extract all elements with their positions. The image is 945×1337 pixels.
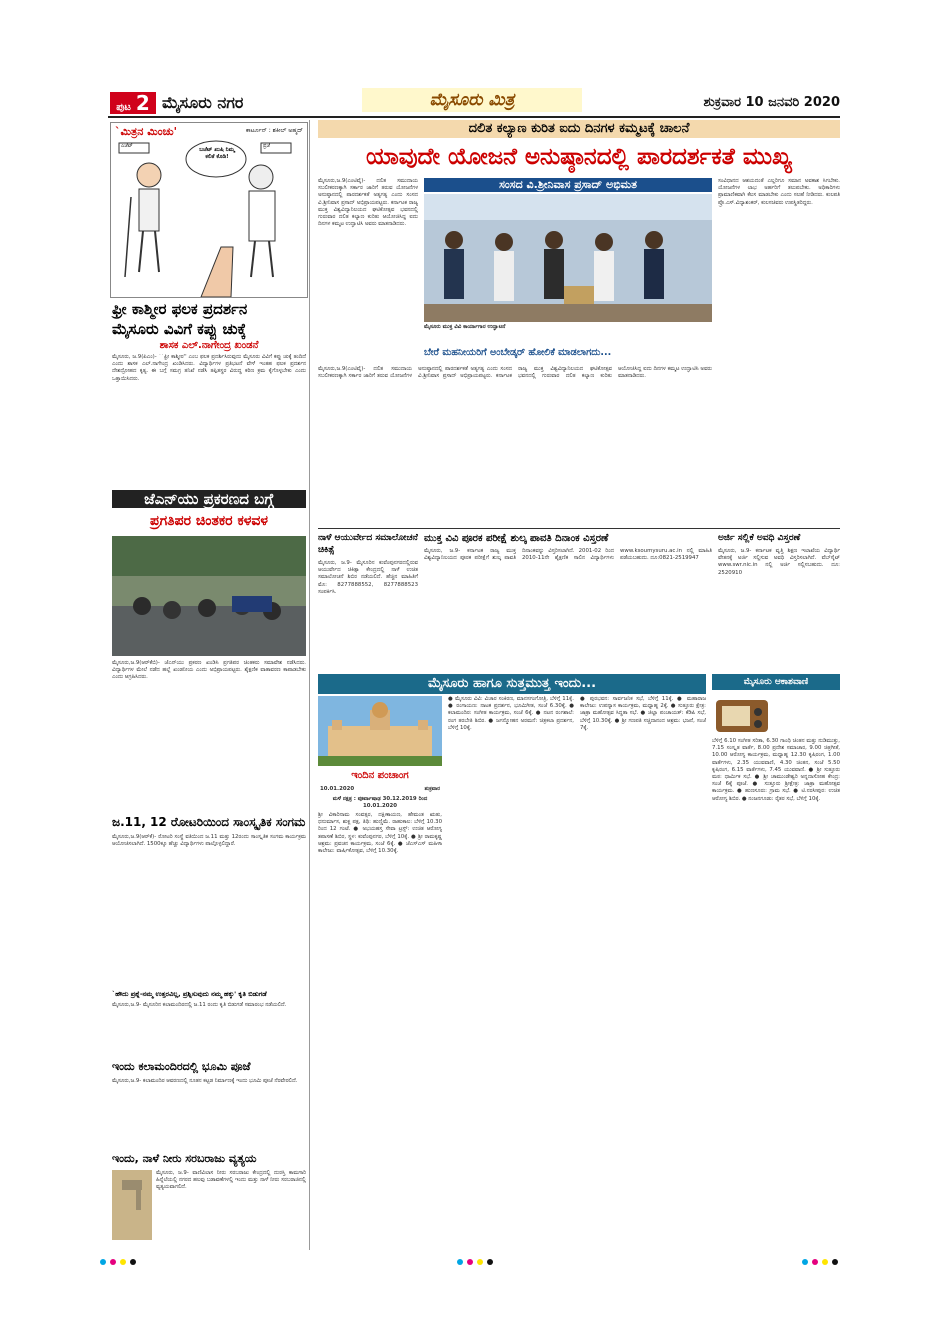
header-rule (108, 116, 840, 118)
cartoon-title: `ಮಿತ್ರನ ಮಿಂಚು' (115, 125, 178, 138)
page-number-box (110, 92, 156, 114)
jnu-headline-2: ಪ್ರಗತಿಪರ ಚಿಂತಕರ ಕಳವಳ (150, 513, 268, 529)
lead-pull-quote: ಬೇರೆ ಮಹನೀಯರಿಗೆ ಅಂಬೇಡ್ಕರ್ ಹೋಲಿಕೆ ಮಾಡಲಾಗದು... (424, 347, 612, 358)
cartoon-drawing (111, 137, 307, 297)
events-col-3: ● ಪುರಭವನ: ಸಾರ್ವಜನಿಕ ಸಭೆ, ಬೆಳಿಗ್ಗೆ 11ಕ್ಕೆ. ● ಮಹಾರಾಜ ಕಾಲೇಜು: ಉಪನ್ಯಾಸ ಕಾರ್ಯಕ್ರಮ, ಮಧ್ಯಾಹ್ನ 2ಕ್ಕೆ. ● ಸುತ್ತೂರು ಕ್ಷೇತ್ರ: ಜಾತ್ರಾ ಮಹೋತ್ಸವ ಸಿದ್ಧತಾ ಸಭೆ. ● ಜಿಲ್ಲಾ ಪಂಚಾಯತ್: ಕೆಡಿಪಿ ಸಭೆ, ಬೆಳಿಗ್ಗೆ 10.30ಕ್ಕೆ. ● ಶ್ರೀ ಗಣಪತಿ ಸಚ್ಚಿದಾನಂದ ಆಶ್ರಮ: ಭಜನೆ, ಸಂಜೆ 7ಕ್ಕೆ. (580, 696, 706, 731)
water-headline: ಇಂದು, ನಾಳೆ ನೀರು ಸರಬರಾಜು ವ್ಯತ್ಯಯ (112, 1152, 257, 1165)
lead-body-2: ಸಂವಿಧಾನದ ಆಶಯದಂತೆ ಎಲ್ಲರಿಗೂ ಸಮಾನ ಅವಕಾಶ ಸಿಗಬೇಕು. ಯೋಜನೆಗಳ ಲಾಭ ಅರ್ಹರಿಗೆ ತಲುಪಬೇಕು. ಅಧಿಕಾರಿಗಳು ಪ್ರಾಮಾಣಿಕವಾಗಿ ಕೆಲಸ ಮಾಡಬೇಕು ಎಂದು ಸಲಹೆ ನೀಡಿದರು. ಕುಲಪತಿ ಪ್ರೊ.ಎಸ್.ವಿದ್ಯಾಶಂಕರ್, ಕುಲಸಚಿವರು ಉಪಸ್ಥಿತರಿದ್ದರು. (718, 178, 840, 206)
book-body: ಮೈಸೂರು,ಜ.9- ಮೈಸೂರಿನ ಕಲಾಮಂದಿರದಲ್ಲಿ ಜ.11 ರಂದು ಕೃತಿ ಬಿಡುಗಡೆ ಸಮಾರಂಭ ನಡೆಯಲಿದೆ. (112, 1002, 287, 1008)
panchanga-title: ಇಂದಿನ ಪಂಚಾಂಗ (351, 770, 409, 781)
kashmir-body: ಮೈಸೂರು, ಜ.9(ಪಿಎಂ)- ``ಫ್ರೀ ಕಾಶ್ಮೀರ'' ಎಂಬ ಫಲಕ ಪ್ರದರ್ಶಿಸಿರುವುದು ಮೈಸೂರು ವಿವಿಗೆ ಕಪ್ಪು ಚುಕ್ಕೆ ತಂದಿದೆ ಎಂದು ಶಾಸಕ ಎಲ್.ನಾಗೇಂದ್ರ ಖಂಡಿಸಿದರು. ವಿದ್ಯಾರ್ಥಿಗಳ ಪ್ರತಿಭಟನೆ ವೇಳೆ ಇಂತಹ ಫಲಕ ಪ್ರದರ್ಶನ ದೇಶದ್ರೋಹದ ಕೃತ್ಯ. ಈ ಬಗ್ಗೆ ಸಮಗ್ರ ತನಿಖೆ ನಡೆಸಿ ತಪ್ಪಿತಸ್ಥರ ವಿರುದ್ಧ ಕಠಿಣ ಕ್ರಮ ಕೈಗೊಳ್ಳಬೇಕು ಎಂದು ಒತ್ತಾಯಿಸಿದರು. (112, 354, 306, 382)
radio-body: ಬೆಳಿಗ್ಗೆ 6.10 ಸಂಗೀತ ಸರಿತಾ, 6.30 ಗಾಂಧಿ ಚಿಂತನ ಮತ್ತು ನುಡಿಮುತ್ತು, 7.15 ಸಂಸ್ಕೃತ ವಾರ್ತೆ, 8.00 ಪ್ರದೇಶ ಸಮಾಚಾರ, 9.00 ಚಿತ್ರಗೀತೆ, 10.00 ಆರೋಗ್ಯ ಕಾರ್ಯಕ್ರಮ, ಮಧ್ಯಾಹ್ನ 12.30 ಕೃಷಿರಂಗ, 1.00 ವಾರ್ತೆಗಳು, 2.35 ಯುವವಾಣಿ, 4.30 ಚಿಂತನ, ಸಂಜೆ 5.50 ಕೃಷಿರಂಗ, 6.15 ವಾರ್ತೆಗಳು, 7.45 ಯುವವಾಣಿ. ● ಶ್ರೀ ಸುತ್ತೂರು ಮಠ: ಧಾರ್ಮಿಕ ಸಭೆ. ● ಶ್ರೀ ಚಾಮುಂಡೇಶ್ವರಿ ಅನ್ನದಾಸೋಹ ಕೇಂದ್ರ: ಸಂಜೆ 6ಕ್ಕೆ ಪೂಜೆ. ● ಸುತ್ತೂರು ಶ್ರೀಕ್ಷೇತ್ರ: ಜಾತ್ರಾ ಮಹೋತ್ಸವ ಕಾರ್ಯಕ್ರಮ. ● ಹುಣಸೂರು: ಗ್ರಾಮ ಸಭೆ. ● ಟಿ.ನರಸೀಪುರ: ಉಚಿತ ಆರೋಗ್ಯ ಶಿಬಿರ. ● ನಂಜನಗೂಡು: ರೈತರ ಸಭೆ, ಬೆಳಿಗ್ಗೆ 10ಕ್ಕೆ. (712, 738, 840, 802)
bhoomi-body: ಮೈಸೂರು,ಜ.9- ಕಲಾಮಂದಿರ ಆವರಣದಲ್ಲಿ ನೂತನ ಕಟ್ಟಡ ನಿರ್ಮಾಣಕ್ಕೆ ಇಂದು ಭೂಮಿ ಪೂಜೆ ನೆರವೇರಲಿದೆ. (112, 1078, 298, 1084)
page-label: ಪುಟ (116, 102, 131, 113)
column-divider (309, 120, 310, 1250)
ksou-headline: ಮುಕ್ತ ವಿವಿ ಪೂರಕ ಪರೀಕ್ಷೆ ಶುಲ್ಕ ಪಾವತಿ ದಿನಾಂಕ ವಿಸ್ತರಣೆ (424, 533, 609, 544)
cartoon-box (110, 122, 308, 298)
page-number: 2 (135, 91, 150, 115)
lead-tag: ಸಂಸದ ವಿ.ಶ್ರೀನಿವಾಸ ಪ್ರಸಾದ್ ಅಭಿಮತ (424, 178, 712, 192)
masthead: ಮೈಸೂರು ಮಿತ್ರ (362, 88, 582, 112)
culture-body: ಮೈಸೂರು,ಜ.9(ಆರ್‌ಕೆ)- ರೋಟರಿ ಸಂಸ್ಥೆ ವತಿಯಿಂದ ಜ.11 ಮತ್ತು 12ರಂದು ಸಾಂಸ್ಕೃತಿಕ ಸಂಗಮ ಕಾರ್ಯಕ್ರಮ ಆಯೋಜಿಸಲಾಗಿದೆ. 1500ಕ್ಕೂ ಹೆಚ್ಚು ವಿದ್ಯಾರ್ಥಿಗಳು ಪಾಲ್ಗೊಳ್ಳಲಿದ್ದಾರೆ. (112, 834, 306, 848)
cartoon-artist: ಕಾರ್ಟೂನ್ : ಶಕೀಲ್ ಅಹ್ಮದ್ (245, 127, 303, 134)
jnu-photo (112, 536, 306, 656)
radio-icon (714, 694, 770, 734)
radio-title: ಮೈಸೂರು ಆಕಾಶವಾಣಿ (712, 674, 840, 690)
lead-photo (424, 194, 712, 322)
tap-photo (112, 1170, 152, 1240)
ayurveda-body: ಮೈಸೂರು, ಜ.9- ಮೈಸೂರಿನ ಕುವೆಂಪುನಗರದಲ್ಲಿರುವ ಆಯುರ್ವೇದ ಚಿಕಿತ್ಸಾ ಕೇಂದ್ರದಲ್ಲಿ ನಾಳೆ ಉಚಿತ ಸಮಾಲೋಚನೆ ಶಿಬಿರ ನಡೆಯಲಿದೆ. ಹೆಚ್ಚಿನ ಮಾಹಿತಿಗೆ ಮೊ: 8277888552, 8277888523 ಸಂಪರ್ಕಿಸಿ. (318, 560, 418, 595)
ayurveda-headline: ನಾಳೆ ಆಯುರ್ವೇದ ಸಮಾಲೋಚನೆ ಚಿಕಿತ್ಸೆ (318, 533, 418, 555)
ksou-body: ಮೈಸೂರು, ಜ.9- ಕರ್ನಾಟಕ ರಾಜ್ಯ ಮುಕ್ತ ವಿಶ್ವವಿದ್ಯಾನಿಲಯದ ಪೂರಕ ಪರೀಕ್ಷೆಗೆ ಶುಲ್ಕ ಪಾವತಿ ದಿನಾಂಕವನ್ನು ವಿಸ್ತರಿಸಲಾಗಿದೆ. 2001-02 ರಿಂದ 2010-11ನೇ ಶೈಕ್ಷಣಿಕ ಸಾಲಿನ ವಿದ್ಯಾರ್ಥಿಗಳು www.ksoumysuru.ac.in ನಲ್ಲಿ ಮಾಹಿತಿ ಪಡೆಯಬಹುದು. ದೂ:0821-2519947 (424, 548, 712, 562)
palace-photo (318, 696, 442, 766)
events-title: ಮೈಸೂರು ಹಾಗೂ ಸುತ್ತಮುತ್ತ ಇಂದು... (318, 674, 706, 694)
registration-marks-left (98, 1250, 138, 1269)
cartoon-sign-right: ಪ್ರಜೆ (263, 143, 270, 149)
cartoon-sign-left: ಎಜೆಟ್ (121, 143, 133, 149)
lead-caption: ಮೈಸೂರು ಮುಕ್ತ ವಿವಿ ಕಾರ್ಯಾಗಾರ ಉದ್ಘಾಟನೆ (424, 324, 506, 330)
cartoon-bubble-text: ಬಜೆಟ್ ಖುಷಿ ನಿಮ್ಮ ಕಲಿತೆ ಕೊಡಿ! (199, 147, 235, 160)
registration-marks-center (455, 1250, 495, 1269)
jnu-headline-1: ಜೆಎನ್‌ಯು ಪ್ರಕರಣದ ಬಗ್ಗೆ (112, 490, 306, 508)
registration-marks-right (800, 1250, 840, 1269)
jnu-body: ಮೈಸೂರು,ಜ.9(ಆರ್‌ಕೆಬಿ)- ಜೆಎನ್‌ಯು ಪ್ರಕರಣ ಖಂಡಿಸಿ ಪ್ರಗತಿಪರ ಚಿಂತಕರು ಸಮಾವೇಶ ನಡೆಸಿದರು. ವಿದ್ಯಾರ್ಥಿಗಳ ಮೇಲೆ ನಡೆದ ಹಲ್ಲೆ ಖಂಡನೀಯ ಎಂದು ಅಭಿಪ್ರಾಯಪಟ್ಟರು. ಶೈಕ್ಷಣಿಕ ವಾತಾವರಣ ಕಾಪಾಡಬೇಕು ಎಂದು ಆಗ್ರಹಿಸಿದರು. (112, 660, 306, 681)
lead-body-1: ಮೈಸೂರು,ಜ.9(ಎಂಟಿವೈ)- ದಲಿತ ಸಮುದಾಯ ಸಬಲೀಕರಣಕ್ಕಾಗಿ ಸರ್ಕಾರ ಜಾರಿಗೆ ತರುವ ಯೋಜನೆಗಳ ಅನುಷ್ಠಾನದಲ್ಲಿ ಪಾರದರ್ಶಕತೆ ಅತ್ಯಗತ್ಯ ಎಂದು ಸಂಸದ ವಿ.ಶ್ರೀನಿವಾಸ ಪ್ರಸಾದ್ ಅಭಿಪ್ರಾಯಪಟ್ಟರು. ಕರ್ನಾಟಕ ರಾಜ್ಯ ಮುಕ್ತ ವಿಶ್ವವಿದ್ಯಾನಿಲಯದ ಘಟಿಕೋತ್ಸವ ಭವನದಲ್ಲಿ ಗುರುವಾರ ದಲಿತ ಕಲ್ಯಾಣ ಕುರಿತು ಆಯೋಜಿಸಿದ್ದ ಐದು ದಿನಗಳ ಕಮ್ಮಟ ಉದ್ಘಾಟಿಸಿ ಅವರು ಮಾತನಾಡಿದರು. (318, 178, 418, 228)
kashmir-byline: ಶಾಸಕ ಎಲ್.ನಾಗೇಂದ್ರ ಖಂಡನೆ (159, 340, 259, 351)
water-body: ಮೈಸೂರು, ಜ.9- ವಾಣಿವಿಲಾಸ ನೀರು ಸರಬರಾಜು ಕೇಂದ್ರದಲ್ಲಿ ದುರಸ್ತಿ ಕಾಮಗಾರಿ ಹಿನ್ನೆಲೆಯಲ್ಲಿ ನಗರದ ಹಲವು ಬಡಾವಣೆಗಳಲ್ಲಿ ಇಂದು ಮತ್ತು ನಾಳೆ ನೀರು ಸರಬರಾಜಿನಲ್ಲಿ ವ್ಯತ್ಯಯವಾಗಲಿದೆ. (156, 1170, 306, 1191)
kashmir-headline-1: ಫ್ರೀ ಕಾಶ್ಮೀರ ಫಲಕ ಪ್ರದರ್ಶನ (112, 300, 248, 318)
lead-headline: ಯಾವುದೇ ಯೋಜನೆ ಅನುಷ್ಠಾನದಲ್ಲಿ ಪಾರದರ್ಶಕತೆ ಮುಖ್ಯ (366, 144, 792, 170)
lead-body-3: ಮೈಸೂರು,ಜ.9(ಎಂಟಿವೈ)- ದಲಿತ ಸಮುದಾಯ ಸಬಲೀಕರಣಕ್ಕಾಗಿ ಸರ್ಕಾರ ಜಾರಿಗೆ ತರುವ ಯೋಜನೆಗಳ ಅನುಷ್ಠಾನದಲ್ಲಿ ಪಾರದರ್ಶಕತೆ ಅತ್ಯಗತ್ಯ ಎಂದು ಸಂಸದ ವಿ.ಶ್ರೀನಿವಾಸ ಪ್ರಸಾದ್ ಅಭಿಪ್ರಾಯಪಟ್ಟರು. ಕರ್ನಾಟಕ ರಾಜ್ಯ ಮುಕ್ತ ವಿಶ್ವವಿದ್ಯಾನಿಲಯದ ಘಟಿಕೋತ್ಸವ ಭವನದಲ್ಲಿ ಗುರುವಾರ ದಲಿತ ಕಲ್ಯಾಣ ಕುರಿತು ಆಯೋಜಿಸಿದ್ದ ಐದು ದಿನಗಳ ಕಮ್ಮಟ ಉದ್ಘಾಟಿಸಿ ಅವರು ಮಾತನಾಡಿದರು. (318, 366, 712, 380)
lead-bottom-rule (318, 528, 840, 529)
apply-body: ಮೈಸೂರು, ಜ.9- ಕರ್ನಾಟಕ ವೃತ್ತಿ ಶಿಕ್ಷಣ ಇಲಾಖೆಯ ವಿದ್ಯಾರ್ಥಿ ವೇತನಕ್ಕೆ ಅರ್ಜಿ ಸಲ್ಲಿಸುವ ಅವಧಿ ವಿಸ್ತರಿಸಲಾಗಿದೆ. ವೆಬ್‌ಸೈಟ್ www.swr.nic.in ನಲ್ಲಿ ಅರ್ಜಿ ಸಲ್ಲಿಸಬಹುದು. ದೂ: 2520910 (718, 548, 840, 576)
events-col-2: ● ಮೈಸೂರು ವಿವಿ: ವಿಚಾರ ಸಂಕಿರಣ, ಮಾನಸಗಂಗೋತ್ರಿ, ಬೆಳಿಗ್ಗೆ 11ಕ್ಕೆ. ● ರಂಗಾಯಣ: ನಾಟಕ ಪ್ರದರ್ಶನ, ಭೂಮಿಗೀತ, ಸಂಜೆ 6.30ಕ್ಕೆ. ● ಕಲಾಮಂದಿರ: ಸಂಗೀತ ಕಾರ್ಯಕ್ರಮ, ಸಂಜೆ 6ಕ್ಕೆ. ● ನಟನ ರಂಗಶಾಲೆ: ರಂಗ ತರಬೇತಿ ಶಿಬಿರ. ● ಜಗನ್ಮೋಹನ ಅರಮನೆ: ಚಿತ್ರಕಲಾ ಪ್ರದರ್ಶನ, ಬೆಳಿಗ್ಗೆ 10ಕ್ಕೆ. (448, 696, 574, 731)
panchanga-text: ಮಳೆ ನಕ್ಷತ್ರ : ಪೂರ್ವಾಷಾಢ 30.12.2019 ರಿಂದ 10.01.2020 (332, 796, 428, 810)
events-col-1: ಶ್ರೀ ವಿಕಾರಿನಾಮ ಸಂವತ್ಸರ, ದಕ್ಷಿಣಾಯಣ, ಹೇಮಂತ ಋತು, ಧನುರ್ಮಾಸ, ಶುಕ್ಲ ಪಕ್ಷ, ತಿಥಿ: ಹುಣ್ಣಿಮೆ. ರಾಹುಕಾಲ: ಬೆಳಿಗ್ಗೆ 10.30 ರಿಂದ 12 ಗಂಟೆ. ● ಅಭಯಹಸ್ತ ಸೇವಾ ಟ್ರಸ್ಟ್: ಉಚಿತ ಆರೋಗ್ಯ ತಪಾಸಣೆ ಶಿಬಿರ, ಸ್ಥಳ: ಕುವೆಂಪುನಗರ, ಬೆಳಿಗ್ಗೆ 10ಕ್ಕೆ. ● ಶ್ರೀ ರಾಮಕೃಷ್ಣ ಆಶ್ರಮ: ಪ್ರವಚನ ಕಾರ್ಯಕ್ರಮ, ಸಂಜೆ 6ಕ್ಕೆ. ● ಜೆಎಸ್‌ಎಸ್ ಮಹಿಳಾ ಕಾಲೇಜು: ವಾರ್ಷಿಕೋತ್ಸವ, ಬೆಳಿಗ್ಗೆ 10.30ಕ್ಕೆ. (318, 812, 442, 855)
panchanga-date: 10.01.2020 (320, 786, 355, 792)
lead-kicker: ದಲಿತ ಕಲ್ಯಾಣ ಕುರಿತ ಐದು ದಿನಗಳ ಕಮ್ಮಟಕ್ಕೆ ಚಾಲನೆ (318, 120, 840, 138)
issue-date: ಶುಕ್ರವಾರ 10 ಜನವರಿ 2020 (703, 95, 840, 110)
kashmir-headline-2: ಮೈಸೂರು ವಿವಿಗೆ ಕಪ್ಪು ಚುಕ್ಕೆ (112, 320, 247, 338)
bhoomi-headline: ಇಂದು ಕಲಾಮಂದಿರದಲ್ಲಿ ಭೂಮಿ ಪೂಜೆ (112, 1060, 251, 1073)
panchanga-day: ಶುಕ್ರವಾರ (424, 786, 440, 792)
apply-headline: ಅರ್ಜಿ ಸಲ್ಲಿಕೆ ಅವಧಿ ವಿಸ್ತರಣೆ (718, 533, 801, 543)
book-headline: `ಹೌದು ಪ್ರಶ್ನೆ-ನಮ್ಮ ಉತ್ತರವಿಲ್ಲ, ಪ್ರಶ್ನಿಸುವುದು ನಮ್ಮ ಹಕ್ಕು' ಕೃತಿ ಬಿಡುಗಡೆ (112, 990, 267, 998)
culture-headline: ಜ.11, 12 ರೋಟರಿಯಿಂದ ಸಾಂಸ್ಕೃತಿಕ ಸಂಗಮ (112, 815, 306, 829)
section-title: ಮೈಸೂರು ನಗರ (162, 93, 244, 112)
